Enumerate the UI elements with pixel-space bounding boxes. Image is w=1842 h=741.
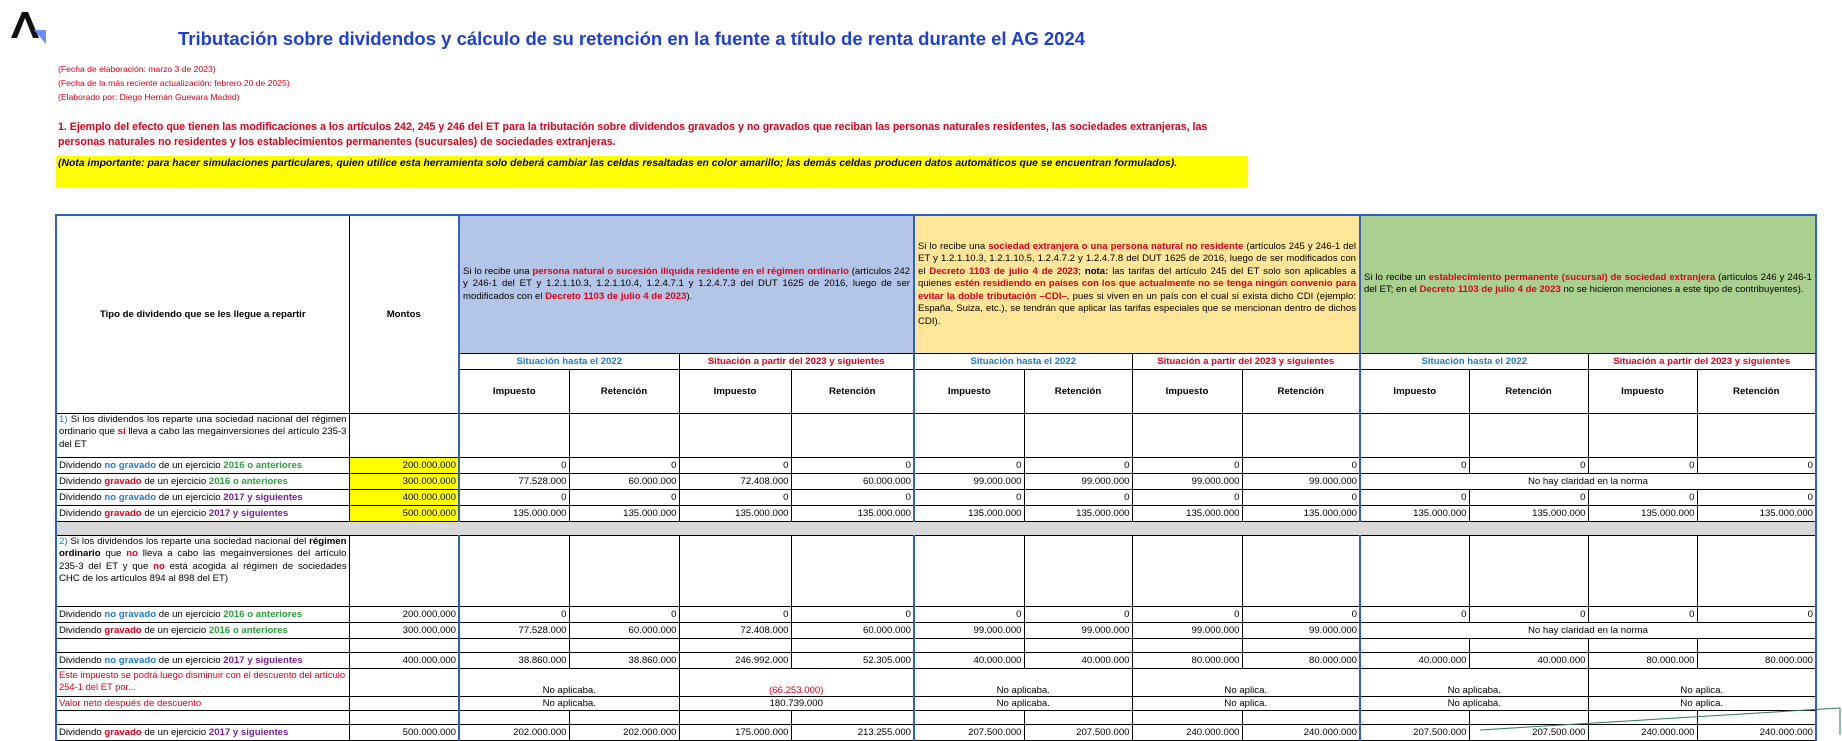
table-cell — [1242, 535, 1360, 606]
table-cell: 0 — [1024, 606, 1132, 622]
table-cell — [1697, 535, 1816, 606]
table-cell: 72.408.000 — [679, 473, 791, 489]
table-cell: 0 — [1024, 489, 1132, 505]
table-row — [56, 489, 1816, 505]
table-cell: 207.500.000 — [1469, 724, 1588, 740]
table-cell — [679, 535, 791, 606]
table-cell: 80.000.000 — [1242, 652, 1360, 668]
important-note: (Nota importante: para hacer simulaciones particulares, quien utilice esta herramienta solo deberá cambiar las celdas resaltadas en color amarillo; las demás celdas producen datos automáticos que se encuentran formulados). — [56, 156, 1248, 187]
table-cell: No aplica. — [1588, 668, 1816, 696]
table-cell: Dividendo no gravado de un ejercicio 2016 o anteriores — [56, 457, 349, 473]
monto-input[interactable]: 400.000.000 — [349, 489, 459, 505]
table-cell: 135.000.000 — [569, 505, 679, 521]
table-cell: 0 — [1242, 489, 1360, 505]
table-cell: 60.000.000 — [569, 622, 679, 638]
table-row — [56, 473, 1816, 489]
table-cell: 0 — [1242, 457, 1360, 473]
table-cell: Dividendo gravado de un ejercicio 2016 o anteriores — [56, 473, 349, 489]
table-cell: 0 — [1469, 457, 1588, 473]
table-cell: 60.000.000 — [791, 622, 914, 638]
table-cell: 0 — [1697, 489, 1816, 505]
table-cell — [56, 638, 349, 652]
table-cell: 0 — [679, 489, 791, 505]
table-cell — [459, 638, 569, 652]
table-cell: 135.000.000 — [1360, 505, 1469, 521]
table-cell — [56, 710, 349, 724]
example-description: 1. Ejemplo del efecto que tienen las modificaciones a los artículos 242, 245 y 246 del ET para la tributación sobre dividendos gravados y no gravados que reciban las personas naturales residentes, las sociedades extranjeras, las personas naturales no residentes y los establecimientos permanentes (sucursales) de sociedades extranjeras. — [58, 121, 1208, 148]
table-cell — [569, 710, 679, 724]
table-row — [56, 505, 1816, 521]
table-cell: 0 — [679, 606, 791, 622]
sit-hasta-2022: Situación hasta el 2022 — [914, 353, 1132, 369]
table-cell — [1242, 413, 1360, 457]
table-cell: 0 — [1588, 457, 1697, 473]
table-cell — [459, 413, 569, 457]
table-cell: 135.000.000 — [679, 505, 791, 521]
table-cell — [1132, 413, 1242, 457]
col-retencion: Retención — [1024, 369, 1132, 413]
table-cell: 0 — [1697, 457, 1816, 473]
table-cell — [1132, 710, 1242, 724]
fecha-actualizacion: (Fecha de la más reciente actualización: febrero 20 de 2025) — [58, 78, 290, 88]
table-cell: 135.000.000 — [1469, 505, 1588, 521]
table-cell: 213.255.000 — [791, 724, 914, 740]
table-cell — [459, 535, 569, 606]
table-cell — [1588, 638, 1697, 652]
table-cell: Valor neto después de descuento — [56, 696, 349, 710]
table-cell: 207.500.000 — [1024, 724, 1132, 740]
table-cell: No aplicaba. — [1360, 668, 1588, 696]
connector-line — [1480, 705, 1842, 735]
table-cell — [1024, 535, 1132, 606]
header-establecimiento-permanente: Si lo recibe un establecimiento permanente (sucursal) de sociedad extranjera (artículos 246 y 246-1 del ET; en el Decreto 1103 de julio 4 de 2023 no se hicieron menciones a este tipo de contribuyentes). — [1360, 215, 1816, 353]
table-cell: (66.253.000) — [679, 668, 914, 696]
table-cell — [914, 413, 1024, 457]
col-impuesto: Impuesto — [679, 369, 791, 413]
table-cell: 0 — [1360, 489, 1469, 505]
table-cell: 202.000.000 — [459, 724, 569, 740]
table-cell: Dividendo gravado de un ejercicio 2017 y siguientes — [56, 724, 349, 740]
table-cell: 38.860.000 — [569, 652, 679, 668]
table-cell: 0 — [914, 457, 1024, 473]
table-cell: 0 — [679, 457, 791, 473]
col-impuesto: Impuesto — [1588, 369, 1697, 413]
table-cell — [1024, 413, 1132, 457]
table-cell: 246.992.000 — [679, 652, 791, 668]
table-cell: 60.000.000 — [791, 473, 914, 489]
table-cell: 0 — [459, 606, 569, 622]
table-cell: No aplicaba. — [914, 668, 1132, 696]
table-cell: 0 — [1242, 606, 1360, 622]
table-cell: 72.408.000 — [679, 622, 791, 638]
table-cell — [569, 535, 679, 606]
table-cell — [1588, 535, 1697, 606]
merged-no-claridad: No hay claridad en la norma — [1360, 622, 1816, 638]
table-cell — [1024, 638, 1132, 652]
table-cell: No aplicaba. — [459, 696, 679, 710]
table-cell: 135.000.000 — [1024, 505, 1132, 521]
table-cell: Dividendo no gravado de un ejercicio 2016 o anteriores — [56, 606, 349, 622]
sit-hasta-2022: Situación hasta el 2022 — [459, 353, 679, 369]
table-cell — [791, 413, 914, 457]
table-cell: 0 — [1469, 606, 1588, 622]
table-cell: 0 — [1360, 606, 1469, 622]
table-cell — [1697, 413, 1816, 457]
table-cell: 0 — [791, 457, 914, 473]
table-cell — [679, 638, 791, 652]
fecha-elaboracion: (Fecha de elaboración: marzo 3 de 2023) — [58, 64, 216, 74]
monto-input[interactable]: 500.000.000 — [349, 505, 459, 521]
table-cell: 99.000.000 — [914, 622, 1024, 638]
table-cell: 80.000.000 — [1697, 652, 1816, 668]
col-retencion: Retención — [1697, 369, 1816, 413]
table-cell — [914, 638, 1024, 652]
col-retencion: Retención — [791, 369, 914, 413]
table-cell: 77.528.000 — [459, 473, 569, 489]
table-cell — [1469, 638, 1588, 652]
table-cell — [1469, 413, 1588, 457]
header-sociedad-extranjera: Si lo recibe una sociedad extranjera o una persona natural no residente (artículos 245 y 246-1 del ET y 1.2.1.10.3, 1.2.1.10.5, 1.2.4.7.2 y 1.2.4.7.8 del DUT 1625 de 2016, luego de ser modificados con el Decreto 1103 de julio 4 de 2023; nota: las tarifas del artículo 245 del ET solo son aplicables a quienes estén residiendo en países con los que actualmente no se tenga ningún convenio para evitar la doble tributación –CDI–, pues si viven en un país con el cual sí exista dicho CDI (ejemplo: España, Suiza, etc.), se tendrán que aplicar las tarifas especiales que se mencionan dentro de dichos CDI). — [914, 215, 1360, 353]
table-cell: 52.305.000 — [791, 652, 914, 668]
table-cell: 40.000.000 — [1469, 652, 1588, 668]
table-row-descuento — [56, 668, 1816, 696]
monto-input[interactable]: 200.000.000 — [349, 457, 459, 473]
table-cell: Este impuesto se podrá luego disminuir con el descuento del artículo 254-1 del ET por... — [56, 668, 349, 696]
table-cell: 135.000.000 — [1242, 505, 1360, 521]
table-cell: 40.000.000 — [914, 652, 1024, 668]
table-cell: 60.000.000 — [569, 473, 679, 489]
table-cell: 99.000.000 — [1024, 622, 1132, 638]
table-cell: No aplicaba. — [914, 696, 1132, 710]
table-cell — [791, 710, 914, 724]
table-cell: Dividendo gravado de un ejercicio 2016 o anteriores — [56, 622, 349, 638]
table-cell: No aplicaba. — [459, 668, 679, 696]
table-row — [56, 457, 1816, 473]
table-cell: 0 — [1697, 606, 1816, 622]
table-cell: 99.000.000 — [1132, 473, 1242, 489]
table-cell: No aplicaba. — [1360, 696, 1588, 710]
table-cell — [1588, 413, 1697, 457]
elaborado-por: (Elaborado por: Diego Hernán Guevara Madrid) — [58, 92, 240, 102]
table-cell: 0 — [914, 489, 1024, 505]
table-cell — [679, 710, 791, 724]
table-cell: 0 — [569, 489, 679, 505]
table-cell: 207.500.000 — [1360, 724, 1469, 740]
table-cell: 0 — [569, 606, 679, 622]
table-row — [56, 622, 1816, 638]
col-retencion: Retención — [569, 369, 679, 413]
table-cell: 240.000.000 — [1242, 724, 1360, 740]
table-cell — [1360, 535, 1469, 606]
table-row — [56, 606, 1816, 622]
table-cell: 0 — [914, 606, 1024, 622]
logo-icon — [8, 8, 48, 46]
sit-apartir-2023: Situación a partir del 2023 y siguientes — [1588, 353, 1816, 369]
col-impuesto: Impuesto — [914, 369, 1024, 413]
table-cell — [1242, 638, 1360, 652]
table-cell: 135.000.000 — [791, 505, 914, 521]
col-impuesto: Impuesto — [1132, 369, 1242, 413]
section1-title: 1) Si los dividendos los reparte una sociedad nacional del régimen ordinario que sí lleva a cabo las megainversiones del artículo 235-3 del ET — [56, 413, 349, 457]
table-cell — [679, 413, 791, 457]
table-cell — [914, 535, 1024, 606]
table-cell — [1360, 638, 1469, 652]
table-cell: 0 — [1132, 457, 1242, 473]
table-cell: 300.000.000 — [349, 622, 459, 638]
col-retencion: Retención — [1242, 369, 1360, 413]
table-cell: 240.000.000 — [1697, 724, 1816, 740]
row-separator — [56, 521, 1816, 535]
table-cell: 80.000.000 — [1588, 652, 1697, 668]
header-persona-natural: Si lo recibe una persona natural o sucesión ilíquida residente en el régimen ordinario (artículos 242 y 246-1 del ET y 1.2.1.10.3, 1.2.1.10.4, 1.2.4.7.1 y 1.2.4.7.3 del DUT 1625 de 2016, luego de ser modificados con el Decreto 1103 de julio 4 de 2023). — [459, 215, 914, 353]
table-cell: 240.000.000 — [1588, 724, 1697, 740]
table-cell: No aplica. — [1588, 696, 1816, 710]
table-cell — [349, 638, 459, 652]
table-cell: 0 — [1132, 606, 1242, 622]
page-title: Tributación sobre dividendos y cálculo de su retención en la fuente a título de renta durante el AG 2024 — [178, 28, 1086, 49]
table-cell: 0 — [1588, 489, 1697, 505]
table-cell — [1132, 638, 1242, 652]
header-montos: Montos — [349, 215, 459, 413]
table-cell — [1360, 413, 1469, 457]
table-cell: 0 — [569, 457, 679, 473]
table-cell — [459, 710, 569, 724]
table-cell: Dividendo no gravado de un ejercicio 2017 y siguientes — [56, 652, 349, 668]
table-cell: 0 — [459, 489, 569, 505]
table-cell: No aplica. — [1132, 668, 1360, 696]
table-cell: 135.000.000 — [459, 505, 569, 521]
table-cell — [349, 710, 459, 724]
table-cell — [349, 696, 459, 710]
table-cell: 40.000.000 — [1024, 652, 1132, 668]
table-cell — [569, 413, 679, 457]
table-cell: No aplica. — [1132, 696, 1360, 710]
sit-hasta-2022: Situación hasta el 2022 — [1360, 353, 1588, 369]
table-cell: 38.860.000 — [459, 652, 569, 668]
col-impuesto: Impuesto — [459, 369, 569, 413]
section2-title: 2) Si los dividendos los reparte una sociedad nacional del régimen ordinario que no lleva a cabo las megainversiones del artículo 235-3 del ET y que no está acogida al régimen de sociedades CHC de los artículos 894 al 898 del ET) — [56, 535, 349, 606]
table-cell: 0 — [459, 457, 569, 473]
table-cell: 99.000.000 — [914, 473, 1024, 489]
header-tipo: Tipo de dividendo que se les llegue a repartir — [56, 215, 349, 413]
table-cell: Dividendo gravado de un ejercicio 2017 y siguientes — [56, 505, 349, 521]
table-cell: 0 — [1360, 457, 1469, 473]
table-cell — [1360, 710, 1469, 724]
dividend-table — [55, 214, 1817, 741]
table-cell: 135.000.000 — [1697, 505, 1816, 521]
table-cell — [914, 710, 1024, 724]
sit-apartir-2023: Situación a partir del 2023 y siguientes — [679, 353, 914, 369]
table-cell — [569, 638, 679, 652]
table-cell — [1242, 710, 1360, 724]
table-cell: 135.000.000 — [914, 505, 1024, 521]
table-cell — [791, 535, 914, 606]
table-cell: 0 — [1132, 489, 1242, 505]
table-cell: 200.000.000 — [349, 606, 459, 622]
table-cell: 135.000.000 — [1132, 505, 1242, 521]
table-cell — [1132, 535, 1242, 606]
table-cell — [791, 638, 914, 652]
table-cell: 240.000.000 — [1132, 724, 1242, 740]
table-cell: 500.000.000 — [349, 724, 459, 740]
table-cell — [349, 668, 459, 696]
table-cell — [349, 413, 459, 457]
sit-apartir-2023: Situación a partir del 2023 y siguientes — [1132, 353, 1360, 369]
table-cell: 99.000.000 — [1024, 473, 1132, 489]
table-cell: 0 — [1588, 606, 1697, 622]
table-cell: 0 — [1469, 489, 1588, 505]
table-cell: 175.000.000 — [679, 724, 791, 740]
table-cell: 180.739.000 — [679, 696, 914, 710]
table-cell: 207.500.000 — [914, 724, 1024, 740]
table-cell: 40.000.000 — [1360, 652, 1469, 668]
table-cell: 400.000.000 — [349, 652, 459, 668]
col-retencion: Retención — [1469, 369, 1588, 413]
table-cell: 99.000.000 — [1132, 622, 1242, 638]
table-cell: 99.000.000 — [1242, 622, 1360, 638]
table-cell: 99.000.000 — [1242, 473, 1360, 489]
monto-input[interactable]: 300.000.000 — [349, 473, 459, 489]
table-cell: 0 — [791, 606, 914, 622]
col-impuesto: Impuesto — [1360, 369, 1469, 413]
table-row — [56, 652, 1816, 668]
table-cell: 202.000.000 — [569, 724, 679, 740]
table-cell — [1469, 535, 1588, 606]
table-cell: 77.528.000 — [459, 622, 569, 638]
table-cell — [1024, 710, 1132, 724]
table-cell — [349, 535, 459, 606]
merged-no-claridad: No hay claridad en la norma — [1360, 473, 1816, 489]
table-cell: Dividendo no gravado de un ejercicio 2017 y siguientes — [56, 489, 349, 505]
table-cell: 0 — [1024, 457, 1132, 473]
table-cell: 135.000.000 — [1588, 505, 1697, 521]
table-cell: 0 — [791, 489, 914, 505]
table-cell: 80.000.000 — [1132, 652, 1242, 668]
table-cell — [1697, 638, 1816, 652]
